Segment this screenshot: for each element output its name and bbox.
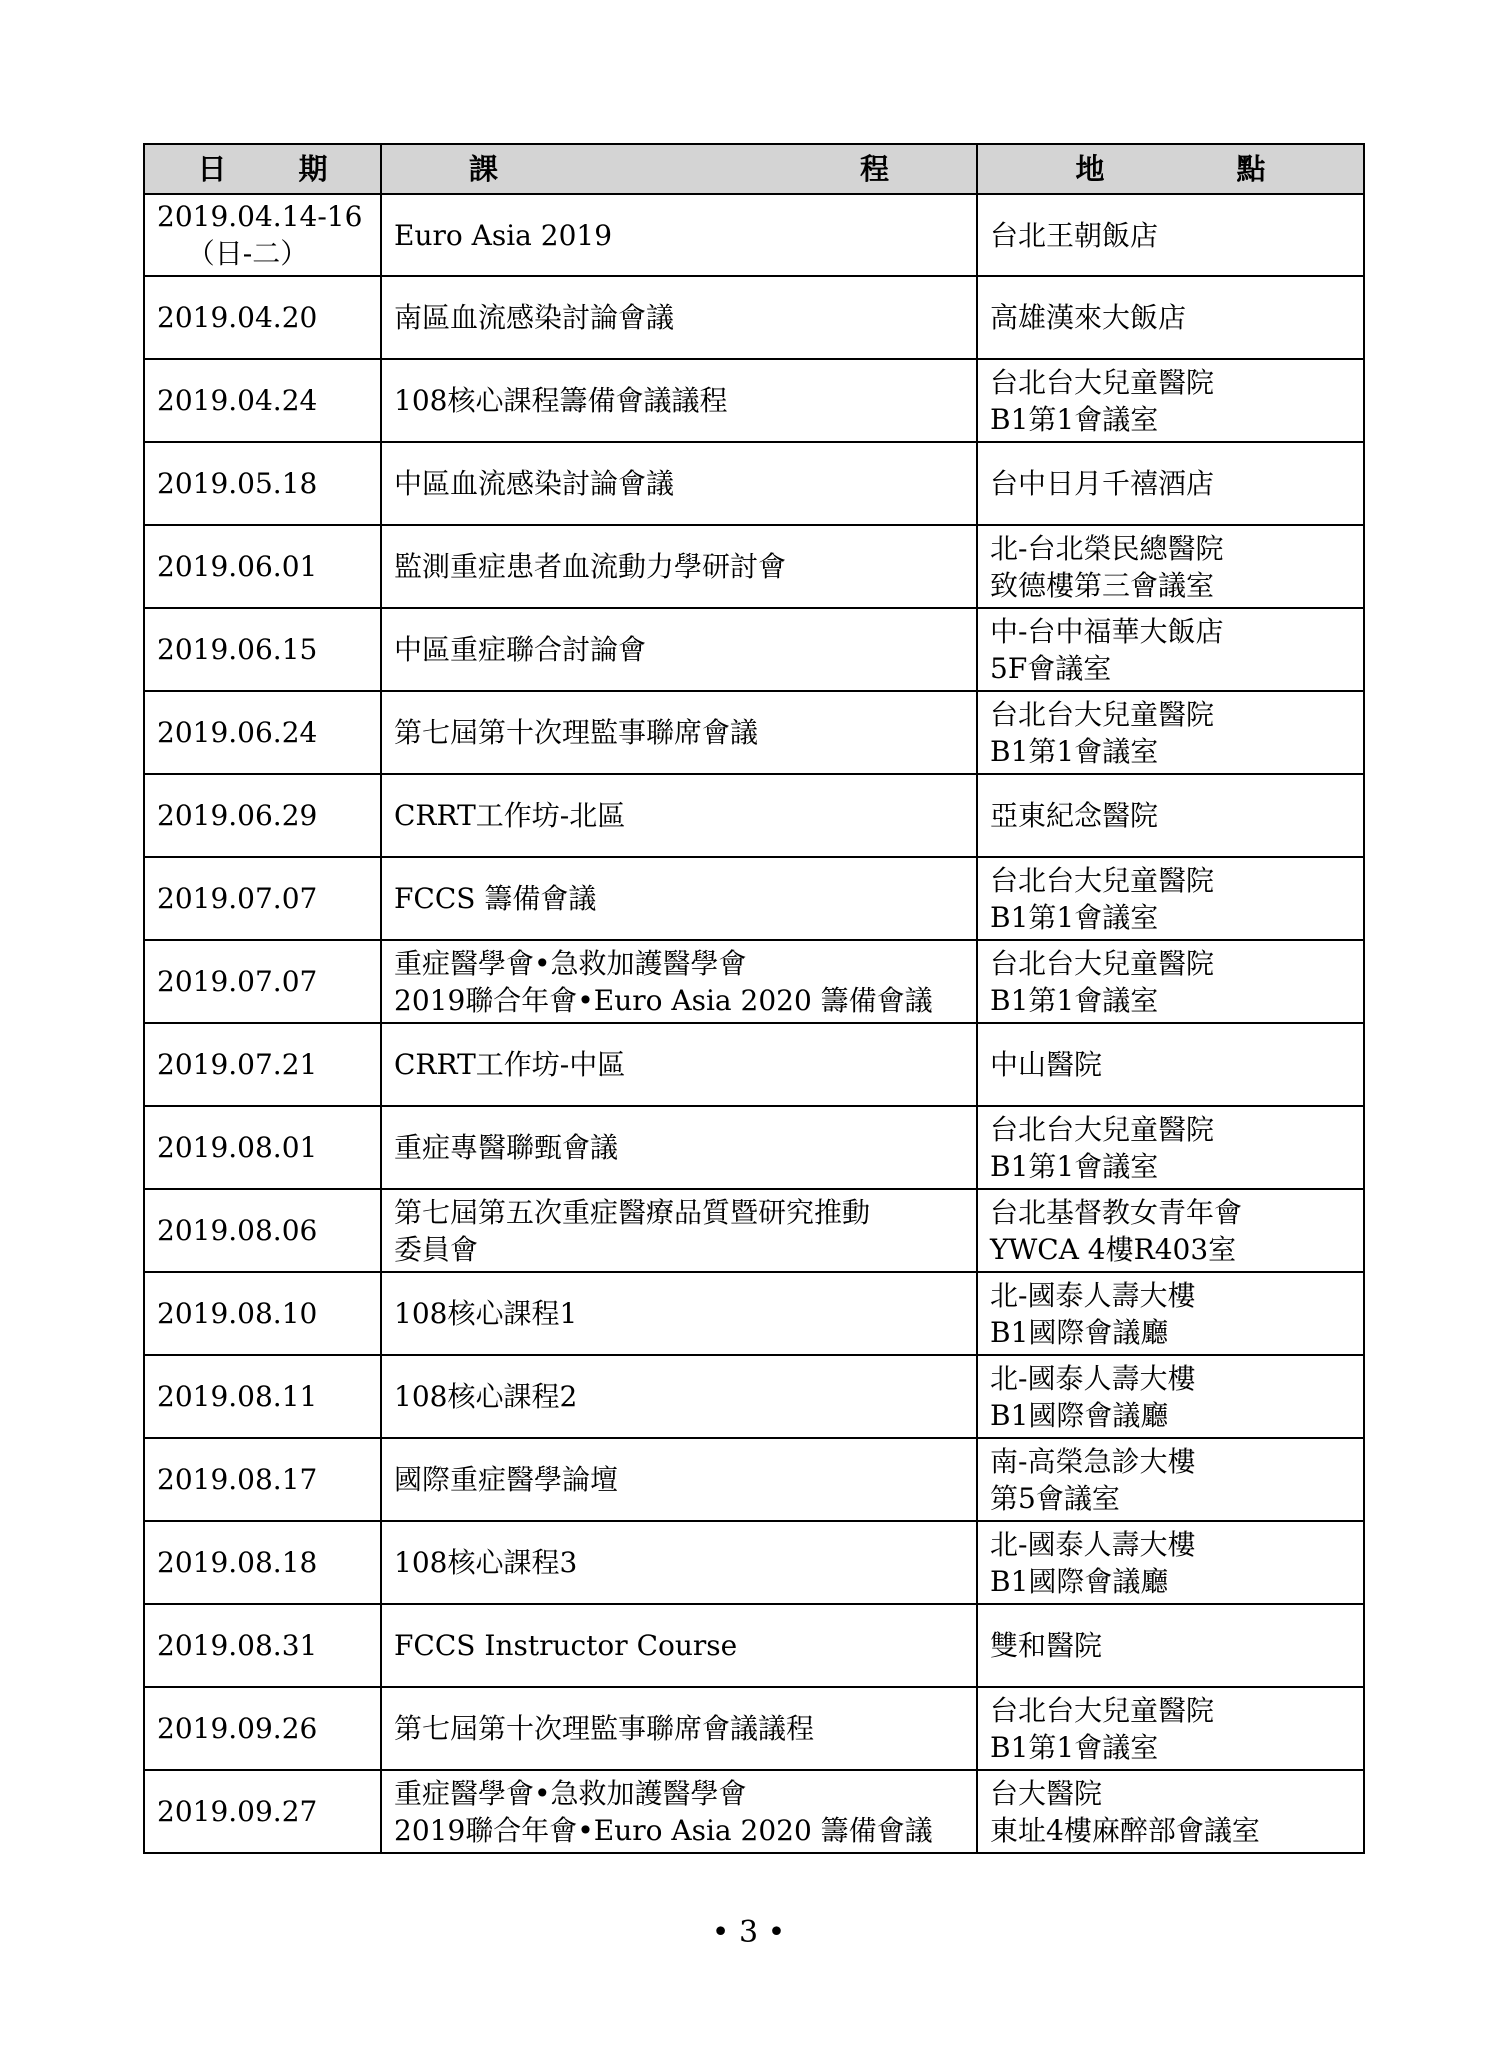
date-text: 2019.08.10 xyxy=(157,1297,318,1330)
date-cell xyxy=(144,1604,381,1687)
course-text-line: 南區血流感染討論會議 xyxy=(394,301,675,334)
table-row xyxy=(144,525,1364,608)
location-cell xyxy=(977,1106,1364,1189)
location-text-line: 高雄漢來大飯店 xyxy=(990,301,1187,334)
location-text-line: 台北台大兒童醫院 xyxy=(990,697,1215,731)
location-text-line: 台北台大兒童醫院 xyxy=(990,365,1215,399)
course-text-line: 中區血流感染討論會議 xyxy=(394,467,675,500)
location-text-line: 中山醫院 xyxy=(990,1048,1103,1081)
table-row xyxy=(144,276,1364,359)
date-text: 2019.06.01 xyxy=(157,550,318,583)
table-row xyxy=(144,774,1364,857)
date-text: 2019.07.07 xyxy=(157,965,318,998)
course-text-line: 監測重症患者血流動力學研討會 xyxy=(394,550,787,583)
location-cell xyxy=(977,1023,1364,1106)
course-cell xyxy=(381,194,977,276)
course-text-line: 第七屆第十次理監事聯席會議 xyxy=(394,716,759,749)
location-text-line: B1國際會議廳 xyxy=(990,1315,1169,1349)
header-location-char-1: 地 xyxy=(1075,151,1105,186)
course-text-line: 重症醫學會•急救加護醫學會 xyxy=(394,1776,747,1810)
course-text-line: 委員會 xyxy=(394,1232,479,1266)
course-cell xyxy=(381,857,977,940)
location-cell xyxy=(977,359,1364,442)
course-text-line: 第七屆第五次重症醫療品質暨研究推動 xyxy=(394,1195,871,1229)
location-cell xyxy=(977,1189,1364,1272)
location-text-line: 台北基督教女青年會 xyxy=(990,1195,1243,1229)
course-text-line: FCCS 籌備會議 xyxy=(394,882,597,915)
course-text-line: 中區重症聯合討論會 xyxy=(394,633,647,666)
course-cell xyxy=(381,1106,977,1189)
date-text: 2019.04.24 xyxy=(157,384,318,417)
date-cell xyxy=(144,1189,381,1272)
location-text-line: B1第1會議室 xyxy=(990,402,1159,436)
course-cell xyxy=(381,276,977,359)
location-text-line: 北-國泰人壽大樓 xyxy=(990,1361,1196,1395)
location-text-line: B1國際會議廳 xyxy=(990,1564,1169,1598)
location-cell xyxy=(977,1687,1364,1770)
date-cell xyxy=(144,691,381,774)
header-location xyxy=(977,144,1364,194)
location-cell xyxy=(977,525,1364,608)
course-text-line: CRRT工作坊-北區 xyxy=(394,799,626,832)
location-text-line: 台北台大兒童醫院 xyxy=(990,946,1215,980)
location-text-line: 南-高榮急診大樓 xyxy=(990,1444,1196,1478)
location-text-line: B1第1會議室 xyxy=(990,1149,1159,1183)
date-cell xyxy=(144,359,381,442)
date-cell xyxy=(144,276,381,359)
course-text-line: 重症專醫聯甄會議 xyxy=(394,1131,619,1164)
schedule-body xyxy=(144,194,1364,1853)
date-cell xyxy=(144,442,381,525)
location-text-line: 中-台中福華大飯店 xyxy=(990,614,1224,648)
location-text-line: 北-國泰人壽大樓 xyxy=(990,1527,1196,1561)
location-text-line: B1第1會議室 xyxy=(990,1730,1159,1764)
course-text-line: 108核心課程1 xyxy=(394,1297,578,1330)
date-cell xyxy=(144,1106,381,1189)
table-row xyxy=(144,1687,1364,1770)
date-cell xyxy=(144,194,381,276)
date-cell xyxy=(144,774,381,857)
date-cell xyxy=(144,1770,381,1853)
course-cell xyxy=(381,1521,977,1604)
schedule-table xyxy=(143,143,1365,1854)
course-text-line: 2019聯合年會•Euro Asia 2020 籌備會議 xyxy=(394,1813,933,1847)
table-row xyxy=(144,1438,1364,1521)
location-cell xyxy=(977,1355,1364,1438)
table-row xyxy=(144,442,1364,525)
location-cell xyxy=(977,1770,1364,1853)
table-row xyxy=(144,1106,1364,1189)
course-text-line: 108核心課程籌備會議議程 xyxy=(394,384,728,417)
date-text: 2019.07.07 xyxy=(157,882,318,915)
course-cell xyxy=(381,1189,977,1272)
date-cell xyxy=(144,608,381,691)
table-row xyxy=(144,1521,1364,1604)
course-cell xyxy=(381,774,977,857)
table-header-row xyxy=(144,144,1364,194)
location-text-line: 東址4樓麻醉部會議室 xyxy=(990,1813,1260,1847)
course-cell xyxy=(381,940,977,1023)
location-cell xyxy=(977,940,1364,1023)
table-row xyxy=(144,1355,1364,1438)
table-row xyxy=(144,1272,1364,1355)
course-cell xyxy=(381,1770,977,1853)
location-cell xyxy=(977,1438,1364,1521)
location-cell xyxy=(977,857,1364,940)
course-cell xyxy=(381,1355,977,1438)
table-row xyxy=(144,1023,1364,1106)
table-row xyxy=(144,940,1364,1023)
location-text-line: YWCA 4樓R403室 xyxy=(990,1232,1237,1266)
location-cell xyxy=(977,608,1364,691)
date-text: 2019.05.18 xyxy=(157,467,318,500)
date-text: 2019.08.31 xyxy=(157,1629,318,1662)
location-cell xyxy=(977,276,1364,359)
location-text-line: 第5會議室 xyxy=(990,1481,1120,1515)
location-text-line: 亞東紀念醫院 xyxy=(990,799,1159,832)
date-text: 2019.09.27 xyxy=(157,1795,318,1828)
table-row xyxy=(144,857,1364,940)
header-location-char-2: 點 xyxy=(1236,151,1266,186)
location-text-line: 台大醫院 xyxy=(990,1776,1103,1810)
date-cell xyxy=(144,1023,381,1106)
course-text-line: 國際重症醫學論壇 xyxy=(394,1463,619,1496)
location-text-line: 北-台北榮民總醫院 xyxy=(990,531,1224,565)
course-text-line: CRRT工作坊-中區 xyxy=(394,1048,626,1081)
date-text: 2019.06.29 xyxy=(157,799,318,832)
table-row xyxy=(144,194,1364,276)
location-cell xyxy=(977,1604,1364,1687)
date-text: 2019.07.21 xyxy=(157,1048,318,1081)
table-row xyxy=(144,359,1364,442)
header-course xyxy=(381,144,977,194)
page-number: • 3 • xyxy=(711,1915,786,1950)
location-text-line: B1第1會議室 xyxy=(990,983,1159,1017)
location-text-line: 台北台大兒童醫院 xyxy=(990,863,1215,897)
course-text-line: 2019聯合年會•Euro Asia 2020 籌備會議 xyxy=(394,983,933,1017)
date-text: 2019.04.20 xyxy=(157,301,318,334)
date-text: 2019.08.17 xyxy=(157,1463,318,1496)
table-row xyxy=(144,608,1364,691)
date-cell xyxy=(144,940,381,1023)
date-text: 2019.06.15 xyxy=(157,633,318,666)
course-cell xyxy=(381,691,977,774)
location-cell xyxy=(977,691,1364,774)
course-cell xyxy=(381,525,977,608)
location-cell xyxy=(977,1521,1364,1604)
header-date-char-2: 期 xyxy=(298,151,328,186)
location-cell xyxy=(977,774,1364,857)
course-text-line: 108核心課程2 xyxy=(394,1380,578,1413)
table-row xyxy=(144,1189,1364,1272)
table-row xyxy=(144,691,1364,774)
course-cell xyxy=(381,442,977,525)
date-cell xyxy=(144,1355,381,1438)
location-cell xyxy=(977,194,1364,276)
course-cell xyxy=(381,359,977,442)
course-cell xyxy=(381,1604,977,1687)
course-cell xyxy=(381,1272,977,1355)
date-text: 2019.08.06 xyxy=(157,1214,318,1247)
date-text: 2019.08.01 xyxy=(157,1131,318,1164)
location-text-line: 5F會議室 xyxy=(990,651,1112,685)
location-text-line: 台中日月千禧酒店 xyxy=(990,467,1215,500)
location-text-line: 台北王朝飯店 xyxy=(990,218,1159,252)
location-cell xyxy=(977,442,1364,525)
date-weekday-range: （日-二） xyxy=(186,237,309,270)
date-cell xyxy=(144,1687,381,1770)
location-text-line: 北-國泰人壽大樓 xyxy=(990,1278,1196,1312)
date-cell xyxy=(144,1521,381,1604)
date-text: 2019.08.18 xyxy=(157,1546,318,1579)
location-text-line: B1第1會議室 xyxy=(990,734,1159,768)
date-cell xyxy=(144,1272,381,1355)
location-text-line: 致德樓第三會議室 xyxy=(990,568,1215,602)
course-text-line: 重症醫學會•急救加護醫學會 xyxy=(394,946,747,980)
course-text-line: 108核心課程3 xyxy=(394,1546,578,1579)
header-course-char-2: 程 xyxy=(859,151,889,186)
date-text: 2019.09.26 xyxy=(157,1712,318,1745)
course-cell xyxy=(381,608,977,691)
header-date xyxy=(144,144,381,194)
location-text-line: 台北台大兒童醫院 xyxy=(990,1693,1215,1727)
date-text: 2019.06.24 xyxy=(157,716,318,749)
date-cell xyxy=(144,525,381,608)
location-text-line: B1第1會議室 xyxy=(990,900,1159,934)
location-text-line: B1國際會議廳 xyxy=(990,1398,1169,1432)
header-course-char-1: 課 xyxy=(469,151,499,186)
table-row xyxy=(144,1770,1364,1853)
table-row xyxy=(144,1604,1364,1687)
course-text-line: 第七屆第十次理監事聯席會議議程 xyxy=(394,1712,815,1745)
course-text-line: FCCS Instructor Course xyxy=(394,1629,738,1662)
date-text: 2019.04.14-16 xyxy=(157,200,363,233)
date-text: 2019.08.11 xyxy=(157,1380,318,1413)
header-date-char-1: 日 xyxy=(197,151,227,186)
date-cell xyxy=(144,857,381,940)
course-cell xyxy=(381,1023,977,1106)
location-cell xyxy=(977,1272,1364,1355)
location-text-line: 台北台大兒童醫院 xyxy=(990,1112,1215,1146)
date-cell xyxy=(144,1438,381,1521)
course-cell xyxy=(381,1687,977,1770)
course-cell xyxy=(381,1438,977,1521)
course-text-line: Euro Asia 2019 xyxy=(394,218,613,252)
location-text-line: 雙和醫院 xyxy=(990,1629,1103,1662)
